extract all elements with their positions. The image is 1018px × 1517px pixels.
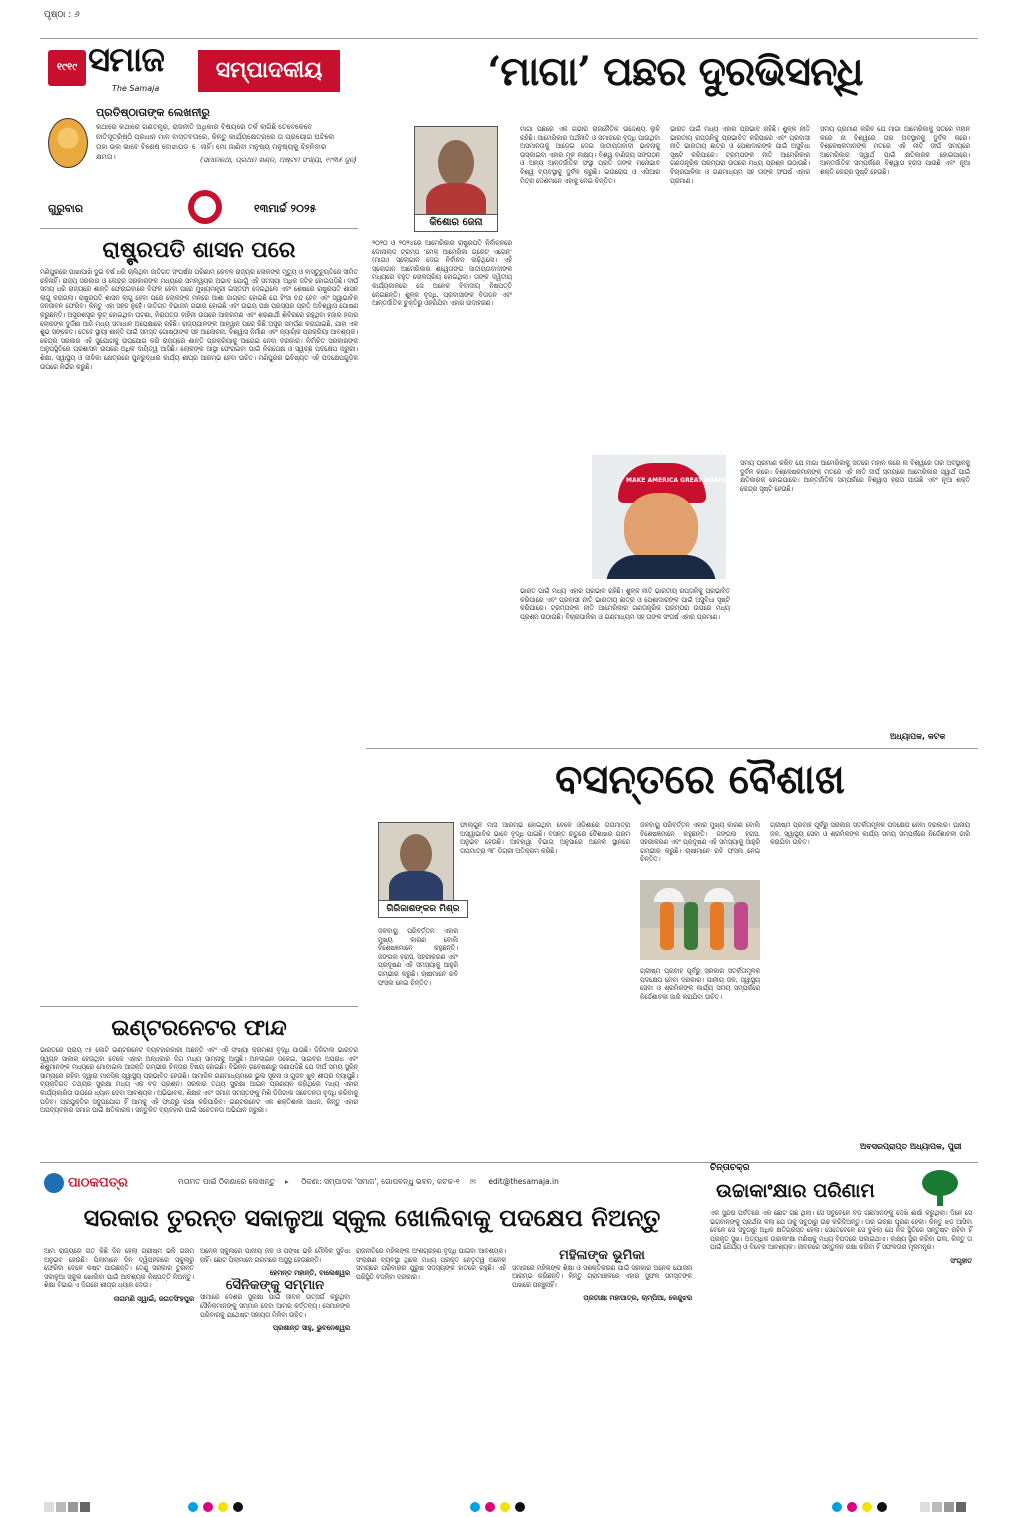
article-column: ଫାଲ୍ଗୁନ ମାସ ଆରମ୍ଭ ହୋଇଥିବା ବେଳେ ଓଡ଼ିଶାରେ ତାପମାତ୍ରା ଅସ୍ୱାଭାବିକ ଭାବେ ବୃଦ୍ଧି ପାଇଛି। ବସନ୍ତ ଋତୁରେ ବୈଶାଖର ଗରମ ଅନୁଭବ ହେଉଛି। ଆବହାୱା ବିଭାଗ ଅନୁସାରେ ଅନେକ ସ୍ଥାନରେ ତାପମାତ୍ରା ୩୮ ଡିଗ୍ରୀ ଅତିକ୍ରମ କରିଛି। [460,822,630,855]
article-column: ଜଳବାୟୁ ପରିବର୍ତ୍ତନ ଏହାର ମୁଖ୍ୟ କାରଣ ବୋଲି ବିଶେଷଜ୍ଞମାନେ କହୁଛନ୍ତି। ଜଙ୍ଗଲ ହ୍ରାସ, ସହରୀକରଣ ଏବଂ ପ୍ରଦୂଷଣ ଏହି ସମସ୍ୟାକୁ ଆହୁରି ଗମ୍ଭୀର କରୁଛି। ଚାଷୀମାନେ ରବି ଫସଲ ନେଇ ଚିନ୍ତିତ। [378,928,458,987]
letter-signature: ହେମନ୍ତ ମହାନ୍ତି, ବାଲେଶ୍ୱର [269,1269,350,1278]
letter-column [44,1248,194,1478]
editorial-title: ରାଷ୍ଟ୍ରପତି ଶାସନ ପରେ [102,237,296,263]
letter-body: ସୀମାରେ ଦେଶର ସୁରକ୍ଷା ପାଇଁ ଜୀବନ ଉତ୍ସର୍ଗ କରୁଥିବା ସୈନିକମାନଙ୍କୁ ସମ୍ମାନ ଦେବା ଆମର କର୍ତ୍ତବ୍ୟ। ସେମାନଙ୍କ ପରିବାରକୁ ଯଥେଷ୍ଟ ସହାୟତା ମିଳିବା ଉଚିତ। [200,1294,350,1319]
letters-bar-item: ମତାମତ ପାଇଁ ଠିକଣାରେ ଲେଖନ୍ତୁ [178,1177,276,1186]
author-photo [378,822,454,902]
article-column: ୨୦୨୦ ଓ ୨୦୨୪ରେ ଆମେରିକାର ରାଷ୍ଟ୍ରପତି ନିର୍ବାଚନରେ ଡୋନାଲ୍ଡ ଟ୍ରମ୍ପ ‘ମେକ୍ ଆମେରିକା ଗ୍ରେଟ୍ ଏଗେନ୍’ (ମାଗା) ସ୍ଲୋଗାନ ଦେଇ ନିର୍ବାଚନ ଲଢ଼ିଥିଲେ। ଏହି ସ୍ଲୋଗାନ ଆମେରିକାର ଶ୍ୱେତାଙ୍ଗ ଜାତୀୟତାବାଦୀଙ୍କ ମଧ୍ୟରେ ବହୁତ ଲୋକପ୍ରିୟ ହୋଇଥିଲା। ତାଙ୍କ ଦ୍ୱିତୀୟ କାର୍ଯ୍ୟକାଳରେ ସେ ଅନେକ ବିବାଦୀୟ ନିଷ୍ପତ୍ତି ନେଇଛନ୍ତି। ଶୁଳ୍କ ବୃଦ୍ଧି, ପ୍ରବାସୀଙ୍କ ବିତାଡ଼ନ ଏବଂ ଆନ୍ତର୍ଜାତିକ ଚୁକ୍ତିରୁ ଓହରିଯିବା ଏହାର ଉଦାହରଣ। [372,240,512,308]
letters-logo [44,1173,172,1195]
registration-dots [188,1497,248,1509]
cap-slogan: MAKE AMERICA GREAT AGAIN [626,477,726,484]
logo-subtext: The Samaja [112,84,160,93]
column-tag: ଚିନ୍ତାଚକ୍ର [710,1163,750,1173]
editorial-body: ଭାରତରେ ପ୍ରାୟ ୯୫ କୋଟି ଇଣ୍ଟରନେଟ ବ୍ୟବହାରକାରୀ ଅଛନ୍ତି ଏବଂ ଏହି ସଂଖ୍ୟା କ୍ରମଶଃ ବୃଦ୍ଧି ପାଉଛି। ଡିଜିଟାଲ ଭାରତର ସ୍ୱପ୍ନ ସାକାର ହେଉଥିବା ବେଳେ ଏହାର ଅନ୍ଧକାର ଦିଗ ମଧ୍ୟ ସାମ୍ନାକୁ ଆସୁଛି। ଅନଲାଇନ ଠକେଇ, ସାଇବର ଅପରାଧ ଏବଂ ଶିଶୁମାନଙ୍କ ମଧ୍ୟରେ ମୋବାଇଲ ଆସକ୍ତି ଗମ୍ଭୀର ଚିନ୍ତାର ବିଷୟ ହୋଇଛି। ବିଭିନ୍ନ ଗବେଷଣାରୁ ଜଣାପଡ଼ିଛି ଯେ ଦୀର୍ଘ ସମୟ ସ୍କ୍ରିନ୍ ସାମ୍ନାରେ ରହିବା ଦ୍ୱାରା ମାନସିକ ସ୍ୱାସ୍ଥ୍ୟ ପ୍ରଭାବିତ ହେଉଛି। ସାମାଜିକ ଗଣମାଧ୍ୟମରେ ଭୁଲ ସୂଚନା ଓ ଗୁଜବ ଖୁବ୍ ଶୀଘ୍ର ବ୍ୟାପୁଛି। ବ୍ୟକ୍ତିଗତ ତଥ୍ୟର ସୁରକ୍ଷା ମଧ୍ୟ ଏକ ବଡ଼ ପ୍ରଶ୍ନ। ସରକାର ତଥ୍ୟ ସୁରକ୍ଷା ଆଇନ ପ୍ରଣୟନ କରିଥିଲେ ମଧ୍ୟ ଏହାର କାର୍ଯ୍ୟକାରିତା ଉପରେ ଧ୍ୟାନ ଦେବା ଆବଶ୍ୟକ। ଅଭିଭାବକ, ଶିକ୍ଷକ ଏବଂ ସମାଜ ସମସ୍ତଙ୍କୁ ମିଶି ଡିଜିଟାଲ ସଚେତନତା ବୃଦ୍ଧି କରିବାକୁ ପଡ଼ିବ। ପ୍ରଯୁକ୍ତିର ସଦୁପଯୋଗ ହିଁ ଆମକୁ ଏହି ଫାନ୍ଦରୁ ରକ୍ଷା କରିପାରିବ। ଇଣ୍ଟରନେଟ ଏକ ଶକ୍ତିଶାଳୀ ସାଧନ, କିନ୍ତୁ ଏହାର ଅପବ୍ୟବହାର ସମାଜ ପାଇଁ କ୍ଷତିକାରକ। ସନ୍ତୁଳିତ ବ୍ୟବହାର ପାଇଁ ସଚେତନତା ଅଭିଯାନ ଜରୁରୀ। [40,1047,358,1115]
registration-dots [832,1497,892,1509]
editorial-president-rule [40,228,358,998]
letters-bar-email[interactable]: edit@thesamaja.in [488,1177,559,1186]
column-body [710,1210,972,1480]
letters-bar-item: ଠିକଣା: ସମ୍ପାଦକ 'ସମାଜ', ଗୋପବନ୍ଧୁ ଭବନ, କଟକ-୧ [301,1177,460,1186]
column-title: ଉଚ୍ଚାକାଂକ୍ଷାର ପରିଣାମ [716,1180,875,1202]
author-photo [414,126,498,218]
letter-body: ଆମ ରାଜ୍ୟରେ ଗତ କିଛି ଦିନ ହେଲା ଗ୍ରୀଷ୍ମ ଭଳି ଗରମ ଅନୁଭବ ହେଉଛି। ପିଲାମାନେ ଦିନ ଦ୍ୱିପହରରେ ସ୍କୁଲରୁ ଫେରିବା ବେଳେ କଷ୍ଟ ପାଉଛନ୍ତି। ତେଣୁ ସରକାର ତୁରନ୍ତ ସକାଳୁଆ ସ୍କୁଲ ଖୋଲିବା ପାଇଁ ଆବଶ୍ୟକ ନିଷ୍ପତ୍ତି ନିଅନ୍ତୁ। ଶିକ୍ଷା ବିଭାଗ ଏ ଦିଗରେ ଶୀଘ୍ର ଧ୍ୟାନ ଦେଉ। [44,1248,194,1290]
letter-subtitle: ସୈନିକଙ୍କୁ ସମ୍ମାନ [225,1277,325,1293]
registration-bars [920,1497,968,1509]
author-signature: ଅବସରପ୍ରାପ୍ତ ଅଧ୍ୟାପକ, ପୁରୀ [860,1142,962,1151]
editorial-body: ମଣିପୁରରେ ପାଖାପାଖି ଦୁଇ ବର୍ଷ ଧରି ଚାଲିଥିବା ଜାତିଗତ ସଂଘର୍ଷର ପରିଣାମ କେବଳ ରାଜ୍ୟର ଲୋକଙ୍କ ମୃତ୍ୟୁ ଓ ବାସ୍ତୁଚ୍ୟୁତିରେ ସୀମିତ ରହିନାହିଁ। ରାଜ୍ୟ ସରକାର ଓ କେନ୍ଦ୍ର ସରକାରଙ୍କ ମଧ୍ୟରେ ସମନ୍ୱୟର ଅଭାବ ଯୋଗୁଁ ଏହି ସମସ୍ୟା ଅଧିକ ଜଟିଳ ହୋଇପଡ଼ିଛି। ଦୀର୍ଘ ସମୟ ଧରି ରାଜ୍ୟରେ ଶାନ୍ତି ଫେରାଇବାରେ ବିଫଳ ହେବା ପରେ ମୁଖ୍ୟମନ୍ତ୍ରୀ ଇସ୍ତଫା ଦେଇଥିଲେ ଏବଂ ଶେଷରେ ରାଷ୍ଟ୍ରପତି ଶାସନ ଲାଗୁ କରାଗଲା। ରାଷ୍ଟ୍ରପତି ଶାସନ ଲାଗୁ ହେବା ପରେ ଲୋକଙ୍କ ମନରେ ଆଶା ଜାଗ୍ରତ ହୋଇଛି ଯେ ହିଂସା ବନ୍ଦ ହେବ ଏବଂ ସ୍ୱାଭାବିକ ଜନଜୀବନ ଫେରିବ। କିନ୍ତୁ ଏହା ସହଜ ନୁହେଁ। ଜାତିଗତ ବିଭାଜନ ଗଭୀର ହୋଇଛି ଏବଂ ଉଭୟ ପକ୍ଷ ପରସ୍ପର ପ୍ରତି ଅବିଶ୍ୱାସ ପୋଷଣ କରୁଛନ୍ତି। ଅସ୍ତ୍ରଶସ୍ତ୍ର ଲୁଟ୍ ହୋଇଥିବା ଘଟଣା, ନିରାପତ୍ତା ବାହିନୀ ଉପରେ ଆକ୍ରମଣ ଏବଂ ଶରଣାର୍ଥୀ ଶିବିରରେ ରହୁଥିବା ହଜାର ହଜାର ଲୋକଙ୍କ ଦୁର୍ଦ୍ଦଶା ଆଜି ମଧ୍ୟ ସମାଧାନ ଅପେକ୍ଷାରେ ରହିଛି। ରାଜ୍ୟପାଳଙ୍କ ଆହ୍ୱାନ ପରେ କିଛି ଅସ୍ତ୍ର ସମର୍ପଣ କରାଯାଇଛି, ଯାହା ଏକ ଶୁଭ ସଙ୍କେତ। ତେବେ ସ୍ଥାୟୀ ଶାନ୍ତି ପାଇଁ ସମସ୍ତ ଗୋଷ୍ଠୀଙ୍କ ସହ ଆଲୋଚନା, ବିଶ୍ୱାସ ନିର୍ମାଣ ଏବଂ ନ୍ୟାୟିକ ପ୍ରକ୍ରିୟା ଆବଶ୍ୟକ। କେନ୍ଦ୍ର ସରକାର ଏହି ସୁଯୋଗକୁ ଉପଯୋଗ କରି ରାଜ୍ୟରେ ଶାନ୍ତି ପ୍ରକ୍ରିୟାକୁ ଆଗେଇ ନେବା ଦରକାର। ନିର୍ବାଚିତ ସରକାରଙ୍କ ଅନୁପସ୍ଥିତିରେ ପ୍ରଶାସନ ଉପରେ ଅଧିକ ଦାୟିତ୍ୱ ଆସିଛି। ଲୋକଙ୍କ ଆସ୍ଥା ଫେରାଇବା ପାଇଁ ନିରପେକ୍ଷ ଓ ସ୍ୱଚ୍ଛ ପଦକ୍ଷେପ ଜରୁରୀ। ଶିକ୍ଷା, ସ୍ୱାସ୍ଥ୍ୟ ଓ ଜୀବିକା କ୍ଷେତ୍ରରେ ପୁନରୁଦ୍ଧାର କାର୍ଯ୍ୟ ଶୀଘ୍ର ଆରମ୍ଭ ହେବା ଉଚିତ। ମଣିପୁରର ଭବିଷ୍ୟତ ଏହି ପଦକ୍ଷେପଗୁଡ଼ିକ ଉପରେ ନିର୍ଭର କରୁଛି। [40,269,358,371]
column-text: ଏକ ସୁନ୍ଦର ପର୍ବତରେ ଏକ ଛୋଟ ଗଛ ଥିଲା। ସେ ସବୁବେଳେ ବଡ଼ ଗଛମାନଙ୍କୁ ଦେଖି ଈର୍ଷା କରୁଥିଲା। ଦିନେ ସେ ଭଗବାନଙ୍କୁ ପ୍ରାର୍ଥନା କଲା ଯେ ତାକୁ ସବୁଠାରୁ ଉଚ୍ଚ କରିଦିଅନ୍ତୁ। ତାର ଇଚ୍ଛା ପୂରଣ ହେଲା। କିନ୍ତୁ ଝଡ଼ ଆସିବା ବେଳେ ସେ ସବୁଠାରୁ ଅଧିକ କ୍ଷତିଗ୍ରସ୍ତ ହେଲା। ସେତେବେଳେ ସେ ବୁଝିଲା ଯେ ନିଜ ସ୍ଥିତିରେ ସନ୍ତୁଷ୍ଟ ରହିବା ହିଁ ପ୍ରକୃତ ସୁଖ। ଅତ୍ୟଧିକ ଉଚ୍ଚାକାଂକ୍ଷା ମଣିଷକୁ ମଧ୍ୟ ବିପଦରେ ପକାଇଥାଏ। ଲକ୍ଷ୍ୟ ସ୍ଥିର କରିବା ଭଲ, କିନ୍ତୁ ତା ପାଇଁ ଧୈର୍ଯ୍ୟ ଓ ବିବେକ ଆବଶ୍ୟକ। ଜୀବନରେ ସନ୍ତୁଳନ ରକ୍ଷା କରିବା ହିଁ ସଫଳତାର ମୂଳମନ୍ତ୍ର। [710,1210,972,1252]
heat-walkers-photo [640,880,760,960]
article-column: ସମୟ ପ୍ରମାଣ କରିବ ଯେ ମାଗା ଆମେରିକାକୁ ସତରେ ମହାନ କରେ ନା ବିଶ୍ୱରେ ତାର ଅବସ୍ଥାନକୁ ଦୁର୍ବଳ କରେ। ବିଶ୍ଳେଷକମାନଙ୍କ ମତରେ ଏହି ନୀତି ଦୀର୍ଘ ସମୟରେ ଆମେରିକାର ସ୍ୱାର୍ଥ ପାଇଁ କ୍ଷତିକାରକ ହୋଇପାରେ। ଆନ୍ତର୍ଜାତିକ ସମ୍ପର୍କରେ ବିଶ୍ୱାସ ହ୍ରାସ ପାଉଛି ଏବଂ ନୂଆ ଶକ୍ତି କେନ୍ଦ୍ର ସୃଷ୍ଟି ହେଉଛି। [820,126,970,176]
author-signature: ଅଧ୍ୟାପକ, କଟକ [890,732,946,741]
section-tag: ସମ୍ପାଦକୀୟ [198,50,340,92]
letter-column [200,1248,350,1478]
article-column: ଗ୍ରୀଷ୍ମ ପ୍ରବାହ ପୂର୍ବରୁ ସରକାର ସତର୍କତାମୂଳକ ପଦକ୍ଷେପ ନେବା ଦରକାର। ପାନୀୟ ଜଳ, ସ୍ୱାସ୍ଥ୍ୟ ସେବା ଓ ଶ୍ରମିକଙ୍କ କାର୍ଯ୍ୟ ସମୟ ସମ୍ପର୍କରେ ନିର୍ଦ୍ଦେଶାବଳୀ ଜାରି କରାଯିବା ଉଚିତ। [770,822,970,847]
article-column: ଜଳବାୟୁ ପରିବର୍ତ୍ତନ ଏହାର ମୁଖ୍ୟ କାରଣ ବୋଲି ବିଶେଷଜ୍ଞମାନେ କହୁଛନ୍ତି। ଜଙ୍ଗଲ ହ୍ରାସ, ସହରୀକରଣ ଏବଂ ପ୍ରଦୂଷଣ ଏହି ସମସ୍ୟାକୁ ଆହୁରି ଗମ୍ଭୀର କରୁଛି। ଚାଷୀମାନେ ରବି ଫସଲ ନେଇ ଚିନ୍ତିତ। [640,822,760,864]
dateline [48,196,338,222]
main-headline: ‘ମାଗା’ ପଛର ଦୁରଭିସନ୍ଧି [487,48,863,95]
letter-subtitle: ମହିଳାଙ୍କ ଭୂମିକା [559,1248,645,1263]
article-column: ସମୟ ପ୍ରମାଣ କରିବ ଯେ ମାଗା ଆମେରିକାକୁ ସତରେ ମହାନ କରେ ନା ବିଶ୍ୱରେ ତାର ଅବସ୍ଥାନକୁ ଦୁର୍ବଳ କରେ। ବିଶ୍ଳେଷକମାନଙ୍କ ମତରେ ଏହି ନୀତି ଦୀର୍ଘ ସମୟରେ ଆମେରିକାର ସ୍ୱାର୍ଥ ପାଇଁ କ୍ଷତିକାରକ ହୋଇପାରେ। ଆନ୍ତର୍ଜାତିକ ସମ୍ପର୍କରେ ବିଶ୍ୱାସ ହ୍ରାସ ପାଉଛି ଏବଂ ନୂଆ ଶକ୍ତି କେନ୍ଦ୍ର ସୃଷ୍ଟି ହେଉଛି। [740,460,970,493]
tree-icon [918,1170,962,1208]
author-name: କିଶୋର ଜେନା [414,214,498,232]
date-label: ୧୩ମାର୍ଚ୍ଚ ୨୦୨୫ [254,202,317,215]
editorial-title: ଇଣ୍ଟରନେଟର ଫାନ୍ଦ [111,1015,287,1041]
letter-signature: ପ୍ରତୀକ୍ଷା ମହାପାତ୍ର, ଚାମ୍ପିଆ, କେନ୍ଦୁଝର [583,1294,692,1303]
article-column: ଭାରତ ପାଇଁ ମଧ୍ୟ ଏହାର ପ୍ରଭାବ ରହିଛି। ଶୁଳ୍କ ନୀତି ଭାରତୀୟ ରପ୍ତାନିକୁ ପ୍ରଭାବିତ କରିପାରେ ଏବଂ ପ୍ରବାସୀ ନୀତି ଭାରତୀୟ ଛାତ୍ର ଓ ପେଶାଦାରଙ୍କ ପାଇଁ ଅସୁବିଧା ସୃଷ୍ଟି କରିପାରେ। ଟ୍ରମ୍ପଙ୍କ ନୀତି ଆମେରିକାର ଗଣତାନ୍ତ୍ରିକ ପରମ୍ପରା ଉପରେ ମଧ୍ୟ ପ୍ରଶ୍ନ ଉଠାଉଛି। ବିଚାରପାଳିକା ଓ ଗଣମାଧ୍ୟମ ସହ ତାଙ୍କ ସଂଘର୍ଷ ଏହାର ପ୍ରମାଣ। [520,588,730,621]
founder-label: ପ୍ରତିଷ୍ଠାତାଙ୍କ ଲେଖନୀରୁ [96,106,210,119]
page-number: ପୃଷ୍ଠା : ୬ [44,10,80,20]
article-headline: ବସନ୍ତରେ ବୈଶାଖ [555,756,845,803]
newspaper-logo: ସମାଜ [88,40,164,80]
letter-signature: ପ୍ରଶାନ୍ତ ସାହୁ, ଭୁବନେଶ୍ୱର [272,1324,350,1333]
section-divider [366,748,978,749]
letter-body: ଅନେକ ସ୍କୁଲରେ ପାନୀୟ ଜଳ ଓ ପଙ୍ଖା ଭଳି ମୌଳିକ ସୁବିଧା ନାହିଁ। ଛୋଟ ପିଲାମାନେ ଗରମରେ ଅସୁସ୍ଥ ହେଉଛନ୍ତି। [200,1248,350,1264]
letters-logo-label: ପାଠକପତ୍ର [68,1175,128,1191]
letters-info-bar: ମତାମତ ପାଇଁ ଠିକଣାରେ ଲେଖନ୍ତୁ ▸ ଠିକଣା: ସମ୍ପାଦକ 'ସମାଜ', ଗୋପବନ୍ଧୁ ଭବନ, କଟକ-୧ ✉ edit@thesamaja.in [178,1177,559,1186]
quote-source: (ସମାଜକଥା, ପ୍ରଥମ ଖଣ୍ଡ, ଅଷ୍ଟମ ସଂଖ୍ୟା, ୧୯୩୫ ଜୁନ୍) [200,156,357,164]
top-rule [40,38,978,39]
letter-column [356,1248,506,1478]
letter-signature: ନାଗମଣି ସ୍ୱାଇଁ, ଜଗତସିଂହପୁର [113,1294,194,1303]
registration-dots [470,1497,530,1509]
founder-quote: କଥାରେ କଥାରେ ଗଣତନ୍ତ୍ର, ରାଜନୀତି ଅଧିକାର ବିଷୟରେ ତର୍କ ଲାଗିଛି ତେବେକେବେ ନୀତିସୂତ୍ରିଷ୍ଠି ପ୍ରଧାନ ମାନ ବାସ୍ତବତାରେ, କିନ୍ତୁ କାର୍ଯ୍ୟକ୍ଷେତ୍ରରେ ତା ପ୍ରୟୋଗ ଘଟିଲେ ତାହା ଭଲ ଭାବେ ବିଶେଷ ବୋଝାପଡ଼ େନାହିଁ। ମୋ ଜାଣିବା ମନୁଷ୍ୟ ମନୁଷ୍ୟକୁ ଚିହ୍ନିବାର କ୍ଷମତା। [96,123,335,161]
article-column: ଭାରତ ପାଇଁ ମଧ୍ୟ ଏହାର ପ୍ରଭାବ ରହିଛି। ଶୁଳ୍କ ନୀତି ଭାରତୀୟ ରପ୍ତାନିକୁ ପ୍ରଭାବିତ କରିପାରେ ଏବଂ ପ୍ରବାସୀ ନୀତି ଭାରତୀୟ ଛାତ୍ର ଓ ପେଶାଦାରଙ୍କ ପାଇଁ ଅସୁବିଧା ସୃଷ୍ଟି କରିପାରେ। ଟ୍ରମ୍ପଙ୍କ ନୀତି ଆମେରିକାର ଗଣତାନ୍ତ୍ରିକ ପରମ୍ପରା ଉପରେ ମଧ୍ୟ ପ୍ରଶ୍ନ ଉଠାଉଛି। ବିଚାରପାଳିକା ଓ ଗଣମାଧ୍ୟମ ସହ ତାଙ୍କ ସଂଘର୍ଷ ଏହାର ପ୍ରମାଣ। [670,126,810,185]
author-name: ଗିରିଜାଶଙ୍କର ମିଶ୍ର [378,900,468,918]
letter-body: ରାଜନୀତିରେ ମହିଳାଙ୍କ ଅଂଶଗ୍ରହଣ ବୃଦ୍ଧି ପାଇବା ଆବଶ୍ୟକ। ସଂରକ୍ଷଣ ବ୍ୟବସ୍ଥା ଥିଲେ ମଧ୍ୟ ପ୍ରକୃତ ନେତୃତ୍ୱ ଅନେକ ସମୟରେ ପରିବାରର ପୁରୁଷ ସଦସ୍ୟଙ୍କ ହାତରେ ରହୁଛି। ଏହି ପରିସ୍ଥିତି ବଦଳିବା ଦରକାର। [356,1248,506,1281]
section-divider [40,1162,978,1163]
pen-nib-icon [188,190,222,224]
trump-photo [592,455,726,579]
founder-portrait-icon [48,118,88,168]
letters-logo-icon [44,1173,64,1193]
letter-column [512,1248,692,1478]
article-column: ଗ୍ରୀଷ୍ମ ପ୍ରବାହ ପୂର୍ବରୁ ସରକାର ସତର୍କତାମୂଳକ ପଦକ୍ଷେପ ନେବା ଦରକାର। ପାନୀୟ ଜଳ, ସ୍ୱାସ୍ଥ୍ୟ ସେବା ଓ ଶ୍ରମିକଙ୍କ କାର୍ଯ୍ୟ ସମୟ ସମ୍ପର୍କରେ ନିର୍ଦ୍ଦେଶାବଳୀ ଜାରି କରାଯିବା ଉଚିତ। [640,968,760,1001]
logo-number-badge: ୧୯୧୯ [48,50,86,86]
letters-main-title: ସରକାର ତୁରନ୍ତ ସକାଳୁଆ ସ୍କୁଲ ଖୋଲିବାକୁ ପଦକ୍ଷେପ ନିଅନ୍ତୁ [83,1203,661,1232]
letter-body: ସମାଜରେ ମହିଳାଙ୍କ ଶିକ୍ଷା ଓ ସଶକ୍ତିକରଣ ପାଇଁ ସରକାର ଅନେକ ଯୋଜନା ଆରମ୍ଭ କରିଛନ୍ତି। କିନ୍ତୁ ଗ୍ରାମାଞ୍ଚଳରେ ଏହାର ସୁଫଳ ସମସ୍ତଙ୍କ ପାଖରେ ପହଞ୍ଚୁନାହିଁ। [512,1264,692,1289]
day-label: ଗୁରୁବାର [48,202,84,215]
article-column: ମାଗା ପଛରେ ଏକ ଗଭୀର ରାଜନୈତିକ ଉଦ୍ଦେଶ୍ୟ ଲୁଚି ରହିଛି। ଆମେରିକାର ଅର୍ଥନୀତି ଓ ସମାଜରେ ବୃଦ୍ଧି ପାଉଥିବା ଅସମାନତାକୁ ଆଡ଼େଇ ଦେଇ ଜାତୀୟତାବାଦୀ ଭାବନାକୁ ଉସ୍କାଇବା ଏହାର ମୂଳ ଲକ୍ଷ୍ୟ। ବିଶ୍ୱ ବାଣିଜ୍ୟ ସଙ୍ଗଠନ ଓ ଅନ୍ୟ ଆନ୍ତର୍ଜାତିକ ସଂସ୍ଥା ପ୍ରତି ତାଙ୍କ ମନୋଭାବ ବିଶ୍ୱ ବ୍ୟବସ୍ଥାକୁ ଦୁର୍ବଳ କରୁଛି। ଇଉରୋପ ଓ ଏସିଆର ମିତ୍ର ଦେଶମାନେ ଏହାକୁ ନେଇ ଚିନ୍ତିତ। [520,126,660,185]
registration-bars [44,1497,92,1509]
column-signature: ସଂଗୃହୀତ [950,1256,972,1265]
